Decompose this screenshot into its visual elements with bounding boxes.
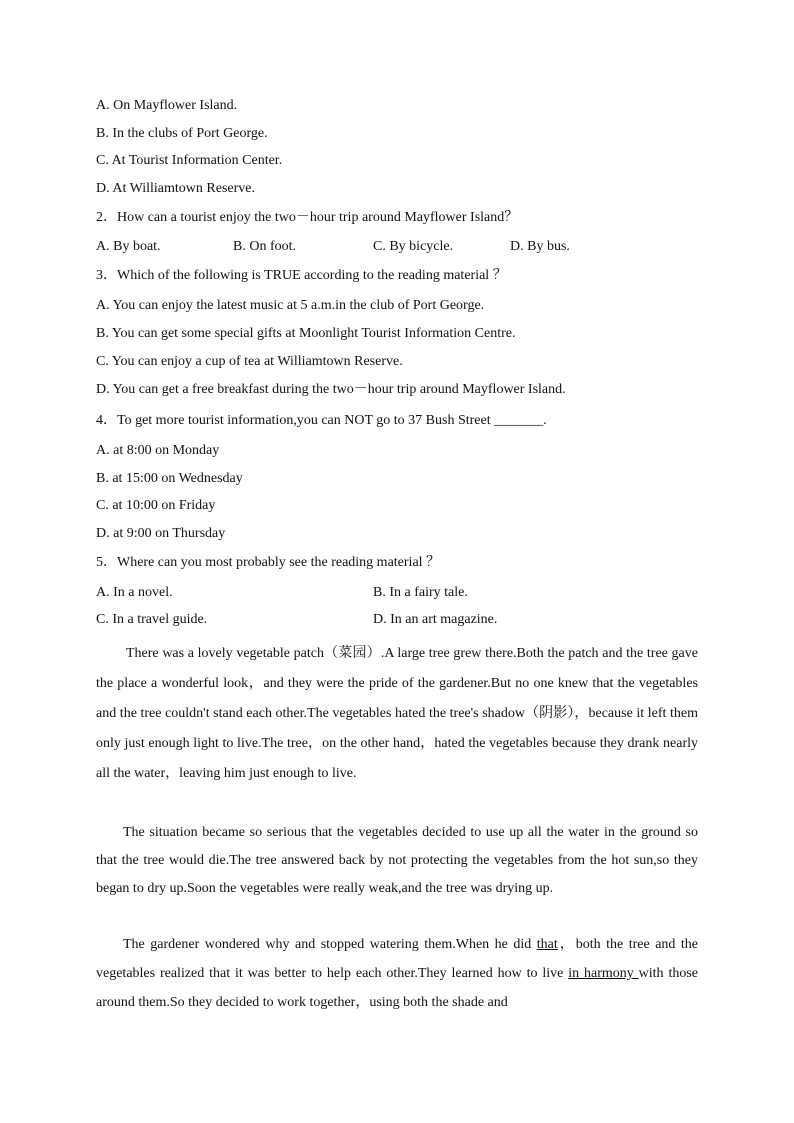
q4-option-b: B. at 15:00 on Wednesday [96,471,243,486]
q5-option-a: A. In a novel. [96,585,173,600]
passage-paragraph-3 [96,930,698,1017]
q3-option-a: A. You can enjoy the latest music at 5 a.m.in the club of Port George. [96,298,485,313]
q5-option-c: C. In a travel guide. [96,612,208,627]
q2-option-a: A. By boat. [96,239,161,254]
q3-stem: 3．Which of the following is TRUE according to the reading material ？ [96,268,507,283]
q2-option-d: D. By bus. [510,239,570,254]
passage-p3-text-start: The gardener wondered why and stopped watering them.When he did [123,937,537,952]
q2-stem: 2．How can a tourist enjoy the two－hour trip around Mayflower Island？ [96,210,519,225]
underlined-phrase-in-harmony: in harmony [568,966,639,981]
q1-option-b: B. In the clubs of Port George. [96,126,268,141]
q1-option-a: A. On Mayflower Island. [96,98,238,113]
q1-option-c: C. At Tourist Information Center. [96,153,283,168]
passage-paragraph-1: There was a lovely vegetable patch（菜园）.A large tree grew there.Both the patch and the tree gave the place a wonderful look，and they were the pride of the gardener.But no one knew that the vegetables and the tree couldn't stand each other.The vegetables hated the tree's shadow（阴影），because it left them only just enough light to live.The tree，on the other hand，hated the vegetables because they drank nearly all the water，leaving him just enough to live. [96,646,698,781]
q4-option-a: A. at 8:00 on Monday [96,443,220,458]
passage-p3-text-middle: ，both the tree and the vegetables realized that it was better to help each other.They learned how to live [96,937,698,981]
passage-paragraph-2: The situation became so serious that the vegetables decided to use up all the water in the ground so that the tree would die.The tree answered back by not protecting the vegetables from the hot sun,so they began to dry up.Soon the vegetables were really weak,and the tree was drying up. [96,825,698,896]
q1-option-d: D. At Williamtown Reserve. [96,181,255,196]
passage-p3-text-end: with those around them.So they decided to work together，using both the shade and [96,966,698,1010]
q2-option-c: C. By bicycle. [373,239,454,254]
q5-option-b: B. In a fairy tale. [373,585,468,600]
q3-option-b: B. You can get some special gifts at Moonlight Tourist Information Centre. [96,326,516,341]
q3-option-c: C. You can enjoy a cup of tea at Williamtown Reserve. [96,354,403,369]
q4-option-d: D. at 9:00 on Thursday [96,526,226,541]
q3-option-d: D. You can get a free breakfast during the two－hour trip around Mayflower Island. [96,382,566,397]
q4-option-c: C. at 10:00 on Friday [96,498,216,513]
q4-stem: 4．To get more tourist information,you can NOT go to 37 Bush Street _______. [96,413,547,428]
q5-stem: 5．Where can you most probably see the reading material ？ [96,555,441,570]
underlined-word-that: that [536,937,558,952]
q5-option-d: D. In an art magazine. [373,612,498,627]
q2-option-b: B. On foot. [233,239,296,254]
